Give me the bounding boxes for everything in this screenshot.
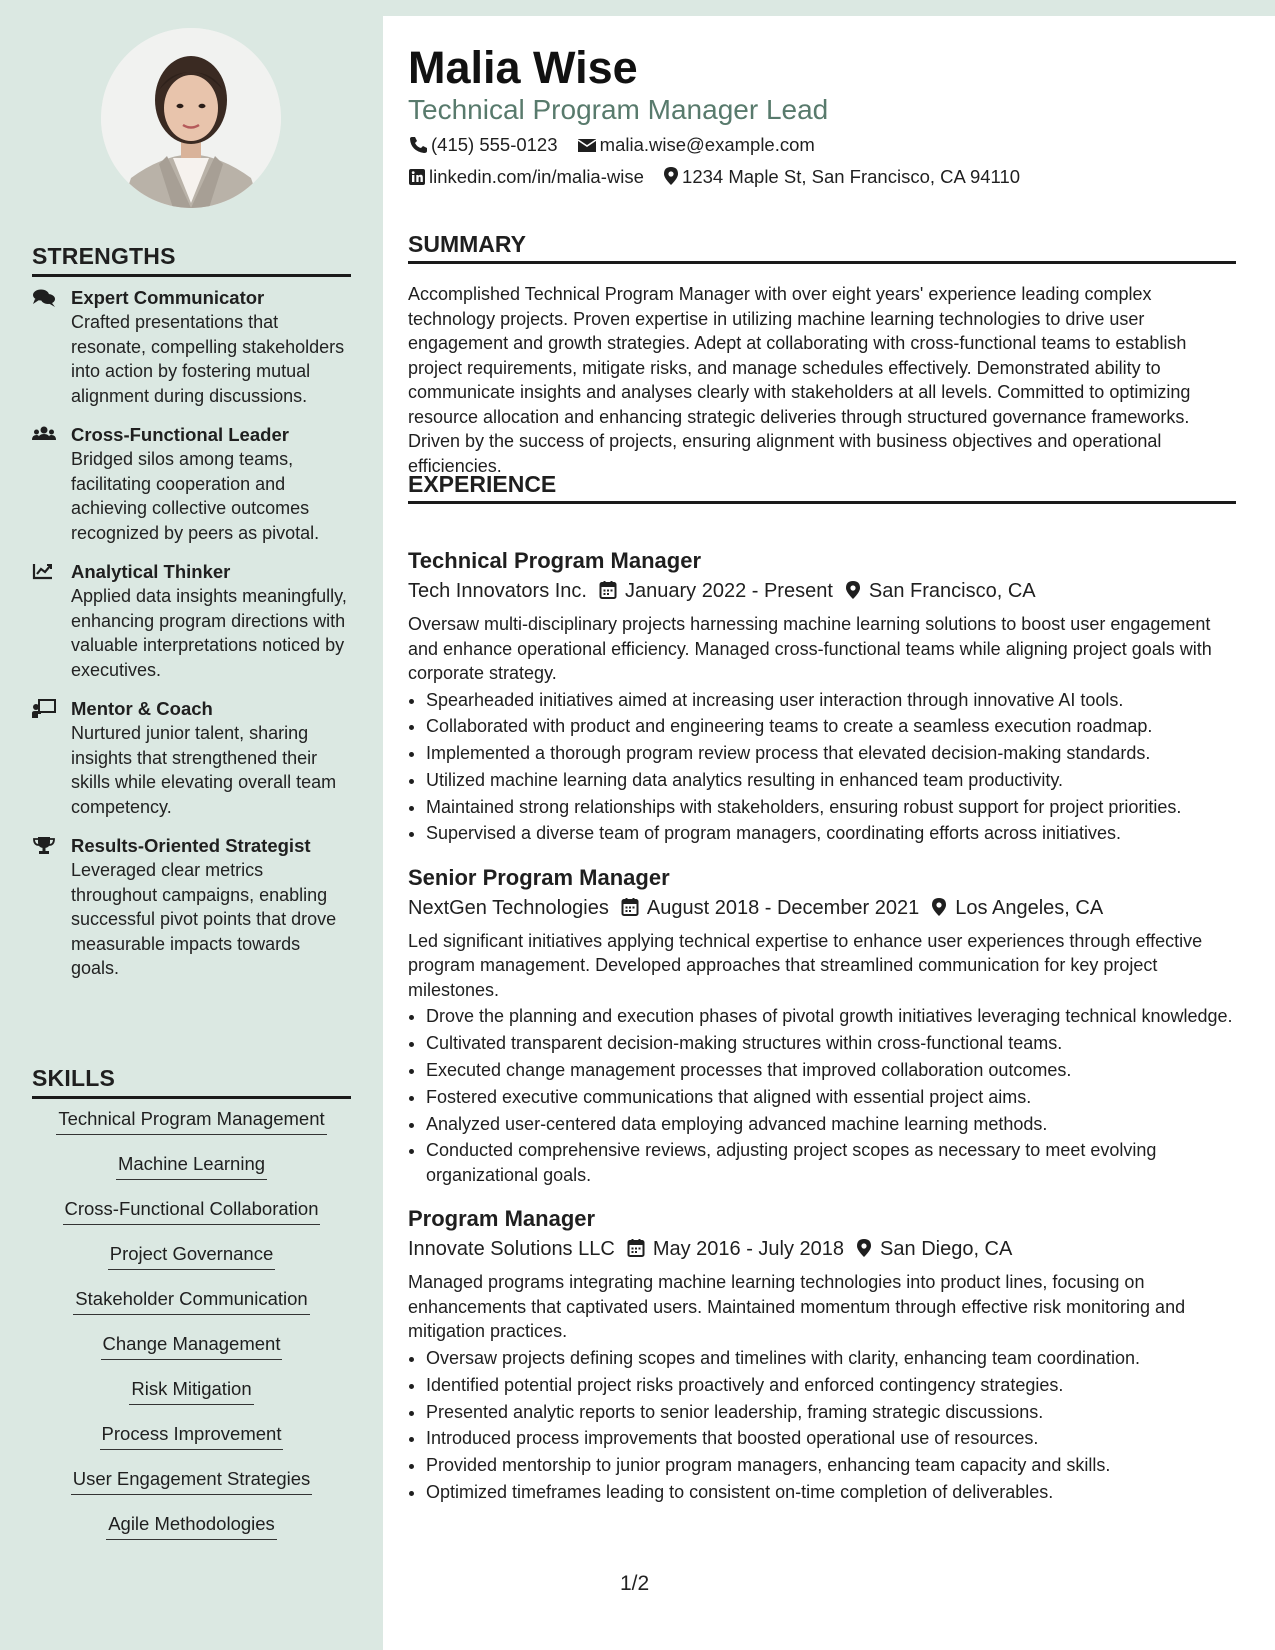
job-title: Senior Program Manager [408, 864, 670, 890]
list-item: • Implemented a thorough program review process that elevated decision-making standards. [426, 741, 1238, 766]
contact-row-2 [408, 166, 1034, 188]
strength-desc: Bridged silos among teams, facilitating cooperation and achieving collective outcomes recognized by peers as pivotal. [71, 449, 320, 543]
strength-title: Analytical Thinker [71, 561, 231, 582]
skill-item: Machine Learning [32, 1152, 351, 1197]
job-dates: May 2016 - July 2018 [652, 1238, 845, 1261]
job-title: Technical Program Manager [408, 548, 702, 573]
skill-item: Stakeholder Communication [32, 1287, 351, 1332]
trophy-icon [32, 836, 56, 856]
envelope-icon [577, 136, 597, 154]
experience-list [408, 546, 1238, 1521]
skill-item: Change Management [32, 1332, 351, 1377]
candidate-name: Malia Wise [408, 42, 638, 93]
job-description: Managed programs integrating machine learning technologies into product lines, focusing on enhancements that captivated users. Maintained momentum through effective risk monitoring and mitigation practices. [408, 1272, 1186, 1342]
address-contact: 1234 Maple St, San Francisco, CA 94110 [663, 166, 1020, 188]
list-item: • Provided mentorship to junior program managers, enhancing team capacity and skills. [426, 1453, 1238, 1478]
list-item: • Maintained strong relationships with stakeholders, ensuring robust support for project priorities. [426, 795, 1238, 820]
strength-title: Cross-Functional Leader [71, 424, 289, 445]
candidate-role: Technical Program Manager Lead [408, 94, 829, 125]
job-bullets [408, 688, 1238, 846]
skill-item: Agile Methodologies [32, 1512, 351, 1557]
job-description: Oversaw multi-disciplinary projects harnessing machine learning solutions to boost user engagement and enhance operational efficiency. Managed cross-functional teams while aligning project goals with corporate strategy. [408, 614, 1212, 683]
linkedin-contact[interactable]: linkedin.com/in/malia-wise [408, 166, 644, 188]
summary-heading: SUMMARY [408, 231, 1236, 264]
profile-photo [101, 28, 281, 208]
main-content [383, 16, 1275, 1650]
strengths-list [32, 286, 352, 996]
list-item: • Introduced process improvements that boosted operational use of resources. [426, 1426, 1238, 1451]
list-item: • Optimized timeframes leading to consistent on-time completion of deliverables. [426, 1480, 1238, 1505]
list-item: • Supervised a diverse team of program managers, coordinating efforts across initiatives. [426, 821, 1238, 846]
strength-item [32, 697, 352, 819]
linkedin-icon [408, 168, 426, 186]
strength-title: Expert Communicator [71, 287, 265, 308]
job-location: Los Angeles, CA [955, 896, 1104, 919]
strength-desc: Crafted presentations that resonate, compelling stakeholders into action by fostering mutual alignment during discussions. [71, 312, 345, 406]
job-entry [408, 863, 1238, 1187]
email-contact[interactable]: malia.wise@example.com [577, 134, 815, 156]
job-company: NextGen Technologies [408, 896, 609, 919]
phone-contact[interactable]: (415) 555-0123 [408, 134, 558, 156]
calendar-icon [599, 580, 617, 600]
list-item: • Spearheaded initiatives aimed at increasing user interaction through innovative AI tools. [426, 688, 1238, 713]
list-item: • Drove the planning and execution phases of pivotal growth initiatives leveraging technical knowledge. [426, 1004, 1238, 1029]
comments-icon [32, 288, 56, 308]
job-meta [408, 1234, 1238, 1264]
skill-item: Process Improvement [32, 1422, 351, 1467]
phone-icon [408, 136, 428, 154]
map-marker-icon [845, 580, 861, 600]
list-item: • Conducted comprehensive reviews, adjusting project scopes as necessary to meet evolving organizational goals. [426, 1138, 1238, 1187]
calendar-icon [627, 1238, 645, 1258]
job-company: Innovate Solutions LLC [408, 1238, 615, 1261]
strength-desc: Nurtured junior talent, sharing insights that strengthened their skills while elevating overall team competency. [71, 723, 337, 817]
skill-item: Technical Program Management [32, 1107, 351, 1152]
list-item: • Cultivated transparent decision-making structures within cross-functional teams. [426, 1031, 1238, 1056]
job-description: Led significant initiatives applying technical expertise to enhance user experiences through effective program management. Developed approaches that streamlined communication for key project milestones. [408, 930, 1203, 1000]
job-entry [408, 546, 1238, 846]
strengths-heading: STRENGTHS [32, 243, 351, 277]
skill-item: Risk Mitigation [32, 1377, 351, 1422]
list-item: • Oversaw projects defining scopes and timelines with clarity, enhancing team coordination. [426, 1346, 1238, 1371]
job-title: Program Manager [408, 1206, 596, 1232]
job-bullets [408, 1346, 1238, 1504]
list-item: • Analyzed user-centered data employing advanced machine learning methods. [426, 1112, 1238, 1137]
job-bullets [408, 1004, 1238, 1187]
strength-item [32, 834, 352, 981]
calendar-icon [621, 897, 639, 917]
list-item: • Fostered executive communications that aligned with essential project aims. [426, 1085, 1238, 1110]
summary-text: Accomplished Technical Program Manager with over eight years' experience leading complex technology projects. Proven expertise in utilizing machine learning technologies to drive user engagement and growth strategies. Adept at collaborating with cross-functional teams to establish project requirements, mitigate risks, and manage schedules effectively. Demonstrated ability to communicate insights and analyses clearly with stakeholders at all levels. Committed to optimizing resource allocation and enhancing strategic deliveries through structured governance frameworks. Driven by the success of projects, ensuring alignment with business objectives and operational efficiencies. [408, 284, 1191, 476]
strength-desc: Leveraged clear metrics throughout campaigns, enabling successful pivot points that drove measurable impacts towards goals. [71, 860, 337, 978]
strength-desc: Applied data insights meaningfully, enhancing program directions with valuable interpretations noticed by executives. [71, 586, 347, 680]
experience-heading: EXPERIENCE [408, 471, 1236, 504]
list-item: • Utilized machine learning data analytics resulting in enhanced team productivity. [426, 768, 1238, 793]
strength-title: Mentor & Coach [71, 698, 213, 719]
job-dates: January 2022 - Present [624, 580, 833, 602]
job-location: San Francisco, CA [868, 580, 1036, 602]
strength-item [32, 560, 352, 682]
job-dates: August 2018 - December 2021 [646, 896, 920, 919]
list-item: • Collaborated with product and engineering teams to create a seamless execution roadmap. [426, 714, 1238, 739]
strength-item [32, 423, 352, 545]
map-marker-icon [663, 166, 679, 186]
skill-item: Cross-Functional Collaboration [32, 1197, 351, 1242]
job-entry [408, 1204, 1238, 1504]
list-item: • Identified potential project risks proactively and enforced contingency strategies. [426, 1373, 1238, 1398]
list-item: • Presented analytic reports to senior leadership, framing strategic discussions. [426, 1400, 1238, 1425]
page-number: 1/2 [620, 1572, 650, 1595]
strength-item [32, 286, 352, 408]
job-company: Tech Innovators Inc. [408, 580, 587, 602]
chalkboard-teacher-icon [32, 699, 56, 719]
strength-title: Results-Oriented Strategist [71, 835, 311, 856]
skills-heading: SKILLS [32, 1065, 351, 1099]
map-marker-icon [931, 897, 947, 917]
map-marker-icon [856, 1238, 872, 1258]
skill-item: Project Governance [32, 1242, 351, 1287]
skill-item: User Engagement Strategies [32, 1467, 351, 1512]
sidebar [0, 0, 383, 1650]
job-meta [408, 893, 1238, 923]
chart-line-icon [32, 562, 56, 582]
users-icon [32, 425, 56, 445]
job-location: San Diego, CA [880, 1238, 1013, 1261]
contact-row-1 [408, 134, 829, 156]
list-item: • Executed change management processes that improved collaboration outcomes. [426, 1058, 1238, 1083]
skills-list [32, 1107, 351, 1557]
job-meta [408, 576, 1238, 606]
